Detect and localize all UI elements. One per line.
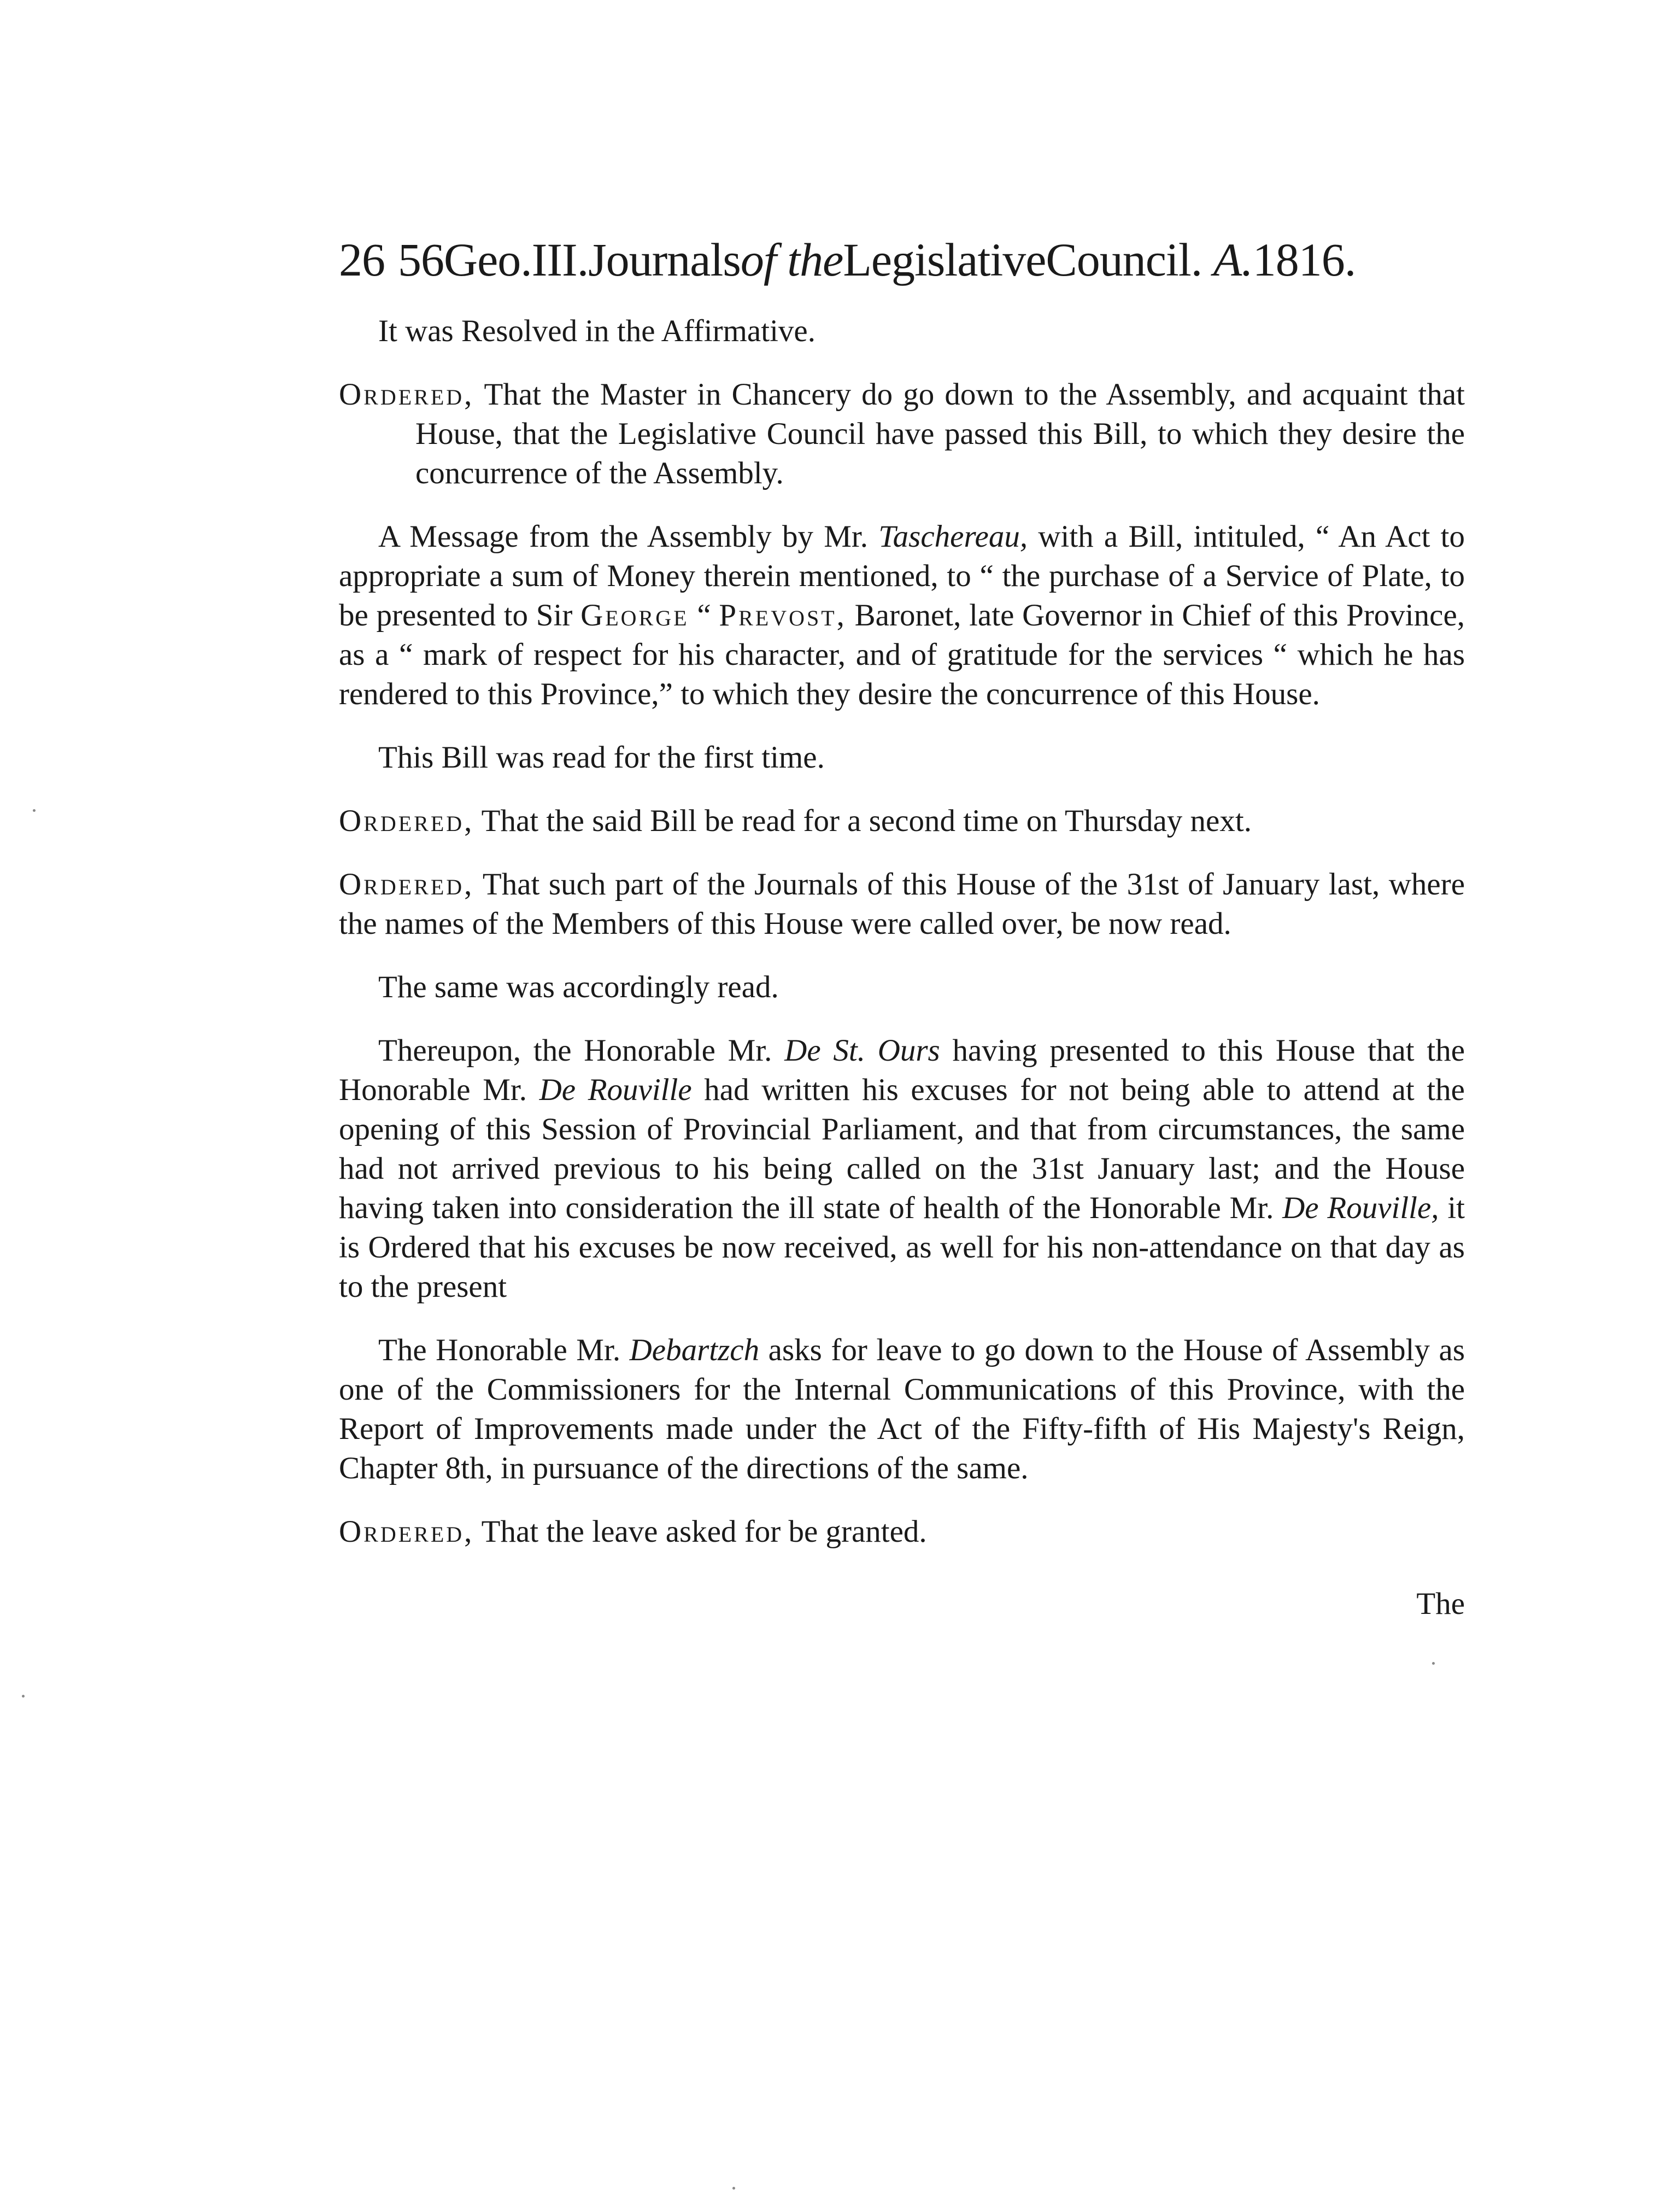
paragraph-ordered-leave	[339, 1512, 1465, 1552]
ordered-label: Ordered,	[339, 1514, 474, 1549]
header-of-the: of the	[740, 233, 843, 286]
speck	[732, 2187, 735, 2190]
running-header	[339, 230, 1465, 290]
name-george: George	[580, 598, 689, 633]
header-journals: Journals	[588, 233, 741, 286]
name-de-rouville-2: De Rouville,	[1282, 1191, 1439, 1225]
speck	[22, 1695, 25, 1698]
paragraph-ordered-master	[339, 375, 1465, 493]
ordered-label: Ordered,	[339, 804, 474, 838]
header-title: LegislativeCouncil.	[843, 233, 1202, 286]
ordered-label: Ordered,	[339, 377, 474, 412]
paragraph-ordered-second-reading	[339, 801, 1465, 841]
debartzch-text-b: asks for leave to go down to the House of Assembly as one of the Commissioners for the Internal Communications of this Province, with the Report of Improvements made under the Act of the Fifty-fifth of His Majesty's Reign, Chapter 8th, in pursuance of the directions of the same.	[339, 1333, 1465, 1485]
thereupon-text-a: Thereupon, the Honorable Mr.	[378, 1033, 785, 1068]
thereupon-text-d: it is Ordered that his excuses be now received, as well for his non-attendance on that day as to the present	[339, 1191, 1465, 1304]
name-taschereau: Taschereau,	[878, 519, 1028, 554]
message-text-c: “	[689, 598, 719, 633]
regnal-year: 56Geo.III.	[398, 233, 589, 286]
speck	[33, 809, 36, 812]
paragraph-thereupon	[339, 1031, 1465, 1307]
name-de-rouville: De Rouville	[539, 1073, 692, 1107]
paragraph-ordered-journals	[339, 865, 1465, 944]
catchword: The	[1416, 1587, 1465, 1621]
ordered-label: Ordered,	[339, 867, 474, 902]
journal-page	[339, 230, 1465, 1624]
paragraph-same-read: The same was accordingly read.	[378, 970, 779, 1004]
thereupon-text-c: had written his excuses for not being able to attend at the opening of this Session of Provincial Parliament, and that from circumstances, the same had not arrived previous to his being called on the 31st January last; and the House having taken into consideration the ill state of health of the Honorable Mr.	[339, 1073, 1465, 1225]
name-prevost: Prevost,	[719, 598, 847, 633]
message-text-a: A Message from the Assembly by Mr.	[378, 519, 879, 554]
ordered-text: That the said Bill be read for a second time on Thursday next.	[474, 804, 1252, 838]
name-debartzch: Debartzch	[629, 1333, 760, 1367]
ordered-text: That the leave asked for be granted.	[474, 1514, 927, 1549]
header-year-prefix: A.	[1213, 233, 1253, 286]
header-year: 1816.	[1252, 233, 1356, 286]
paragraph-debartzch	[339, 1331, 1465, 1488]
debartzch-text-a: The Honorable Mr.	[378, 1333, 630, 1367]
paragraph-first-reading: This Bill was read for the first time.	[378, 740, 825, 775]
paragraph-resolved: It was Resolved in the Affirmative.	[378, 314, 816, 348]
thereupon-text-b: having presented to this House that the Honorable Mr.	[339, 1033, 1465, 1107]
ordered-text: That such part of the Journals of this House of the 31st of January last, where the names of the Members of this House were called over, be now read.	[339, 867, 1465, 941]
ordered-text: That the Master in Chancery do go down to the Assembly, and acquaint that House, that the Legislative Council have passed this Bill, to which they desire the concurrence of the Assembly.	[415, 377, 1465, 490]
speck	[1432, 1662, 1435, 1665]
paragraph-message	[339, 517, 1465, 714]
page-number: 26	[339, 233, 385, 286]
message-text-d: Baronet, late Governor in Chief of this Province, as a “ mark of respect for his character, and of gratitude for the services “ which he has rendered to this Province,” to which they desire the concurrence of this House.	[339, 598, 1465, 711]
message-text-b: with a Bill, intituled, “ An Act to appropriate a sum of Money therein mentioned, to “ the purchase of a Service of Plate, to be presented to Sir	[339, 519, 1465, 633]
name-de-st-ours: De St. Ours	[784, 1033, 940, 1068]
